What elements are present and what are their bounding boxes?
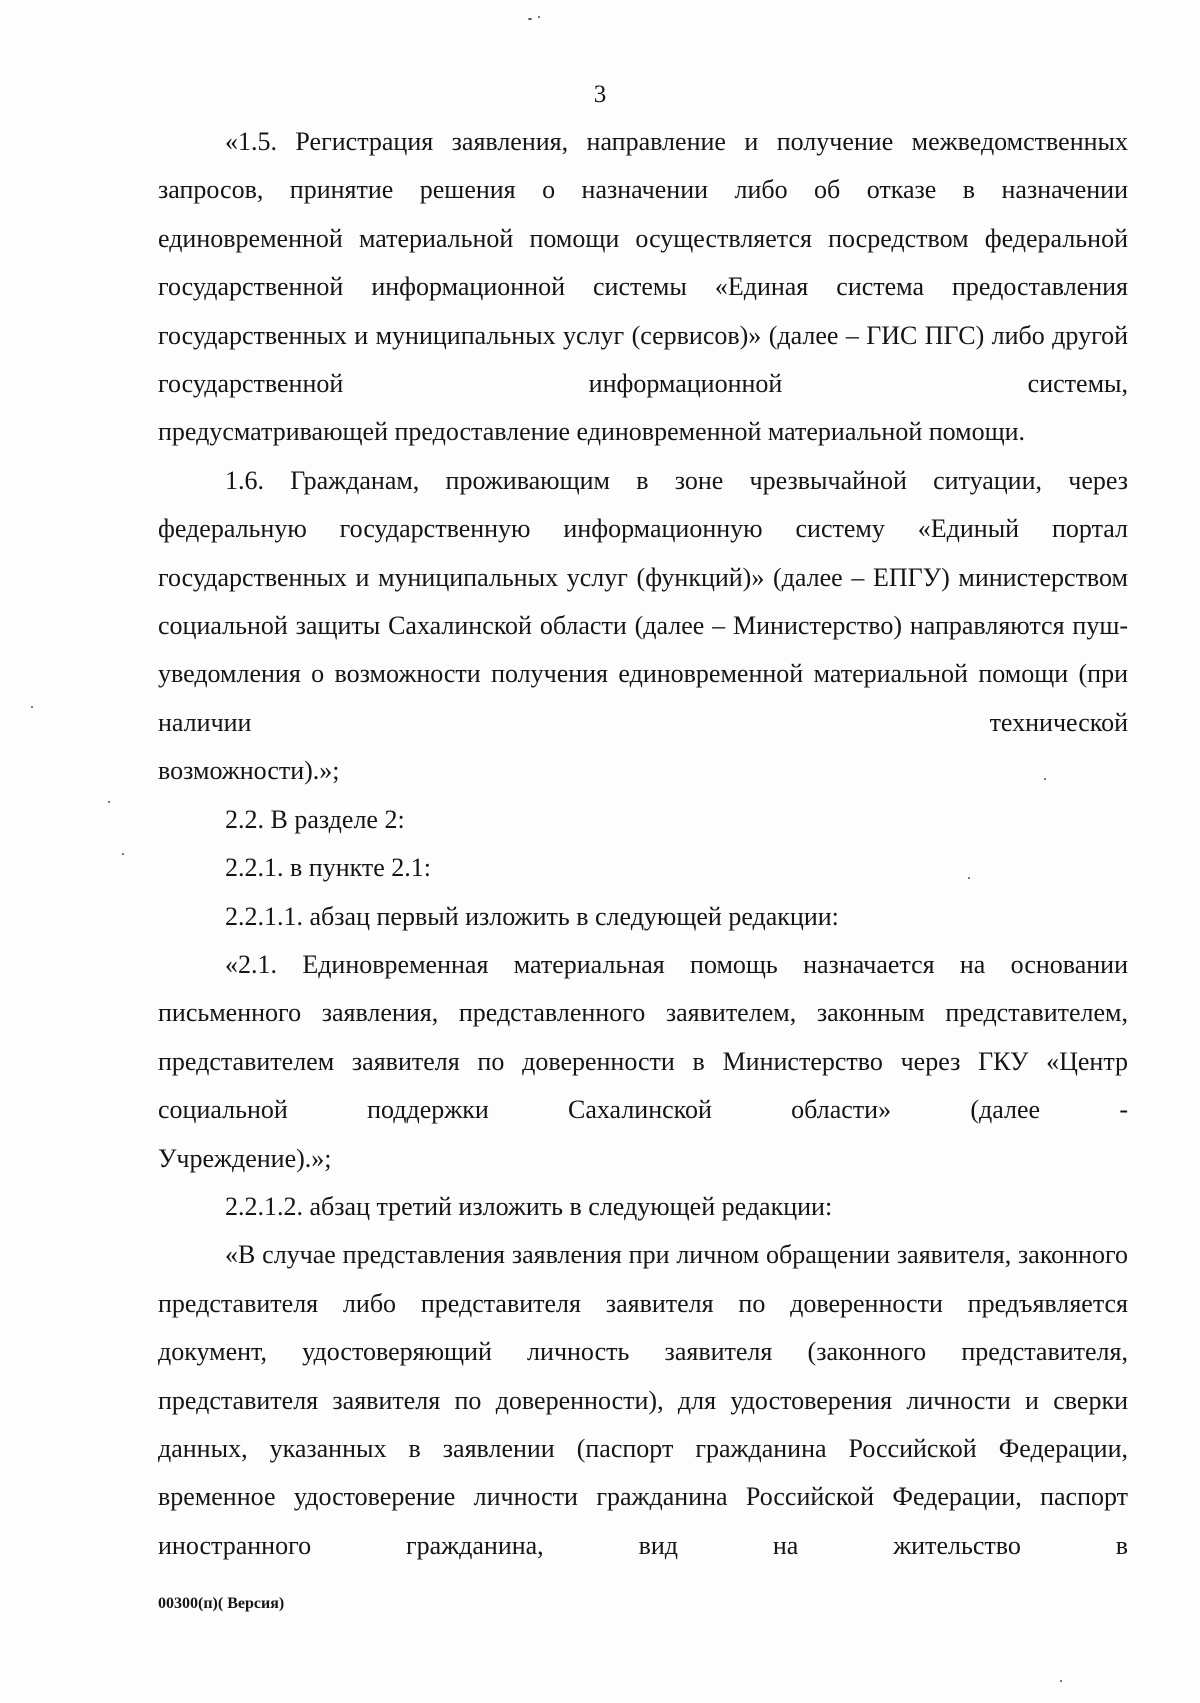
paragraph-1-6: 1.6. Гражданам, проживающим в зоне чрезвычайной ситуации, через федеральную государственную информационную систему «Единый портал государственных и муниципальных услуг (функций)» (далее – ЕПГУ) министерством социальной защиты Сахалинской области (далее – Министерство) направляются пуш-уведомления о возможности получения единовременной материальной помощи (при наличии технической — [158, 465, 1128, 737]
paragraph-2-2-1-1: 2.2.1.1. абзац первый изложить в следующей редакции: — [225, 901, 839, 931]
paragraph-1-5: «1.5. Регистрация заявления, направление и получение межведомственных запросов, принятие решения о назначении либо об отказе в назначении единовременной материальной помощи осуществляется посредством федеральной государственной информационной системы «Единая система предоставления государственных и муниципальных услуг (сервисов)» (далее – ГИС ПГС) либо другой государственной информационной системы, — [158, 127, 1128, 399]
scan-speck — [538, 16, 540, 18]
paragraph-personal-appeal: «В случае представления заявления при личном обращении заявителя, законного представителя либо представителя заявителя по доверенности предъявляется документ, удостоверяющий личность заявителя (законного представителя, представителя заявителя по доверенности), для удостоверения личности и сверки данных, указанных в заявлении (паспорт гражданина Российской Федерации, временное удостоверение личности гражданина Российской Федерации, паспорт иностранного гражданина, вид на жительство в — [158, 1240, 1128, 1560]
scan-speck — [122, 853, 124, 855]
scan-speck — [1060, 1680, 1062, 1682]
scan-speck — [528, 18, 532, 20]
scan-speck — [108, 801, 110, 803]
scan-speck — [1044, 778, 1046, 780]
paragraph-2-2-1-2: 2.2.1.2. абзац третий изложить в следующей редакции: — [225, 1191, 833, 1221]
scan-speck — [31, 706, 33, 708]
page-number: 3 — [593, 81, 607, 108]
paragraph-1-6-end: возможности).»; — [158, 756, 340, 786]
scan-speck — [968, 877, 970, 879]
paragraph-1-5-end: предусматривающей предоставление единовременной материальной помощи. — [158, 417, 1026, 447]
paragraph-2-2: 2.2. В разделе 2: — [225, 804, 405, 834]
paragraph-2-1-quote: «2.1. Единовременная материальная помощь назначается на основании письменного заявления, представленного заявителем, законным представителем, представителем заявителя по доверенности в Министерство через ГКУ «Центр социальной поддержки Сахалинской области» (далее - — [158, 949, 1128, 1125]
paragraph-2-1-quote-end: Учреждение).»; — [158, 1143, 332, 1173]
paragraph-2-2-1: 2.2.1. в пункте 2.1: — [225, 853, 432, 883]
document-footer-code: 00300(п)( Версия) — [158, 1595, 285, 1612]
document-body — [158, 118, 1128, 1570]
